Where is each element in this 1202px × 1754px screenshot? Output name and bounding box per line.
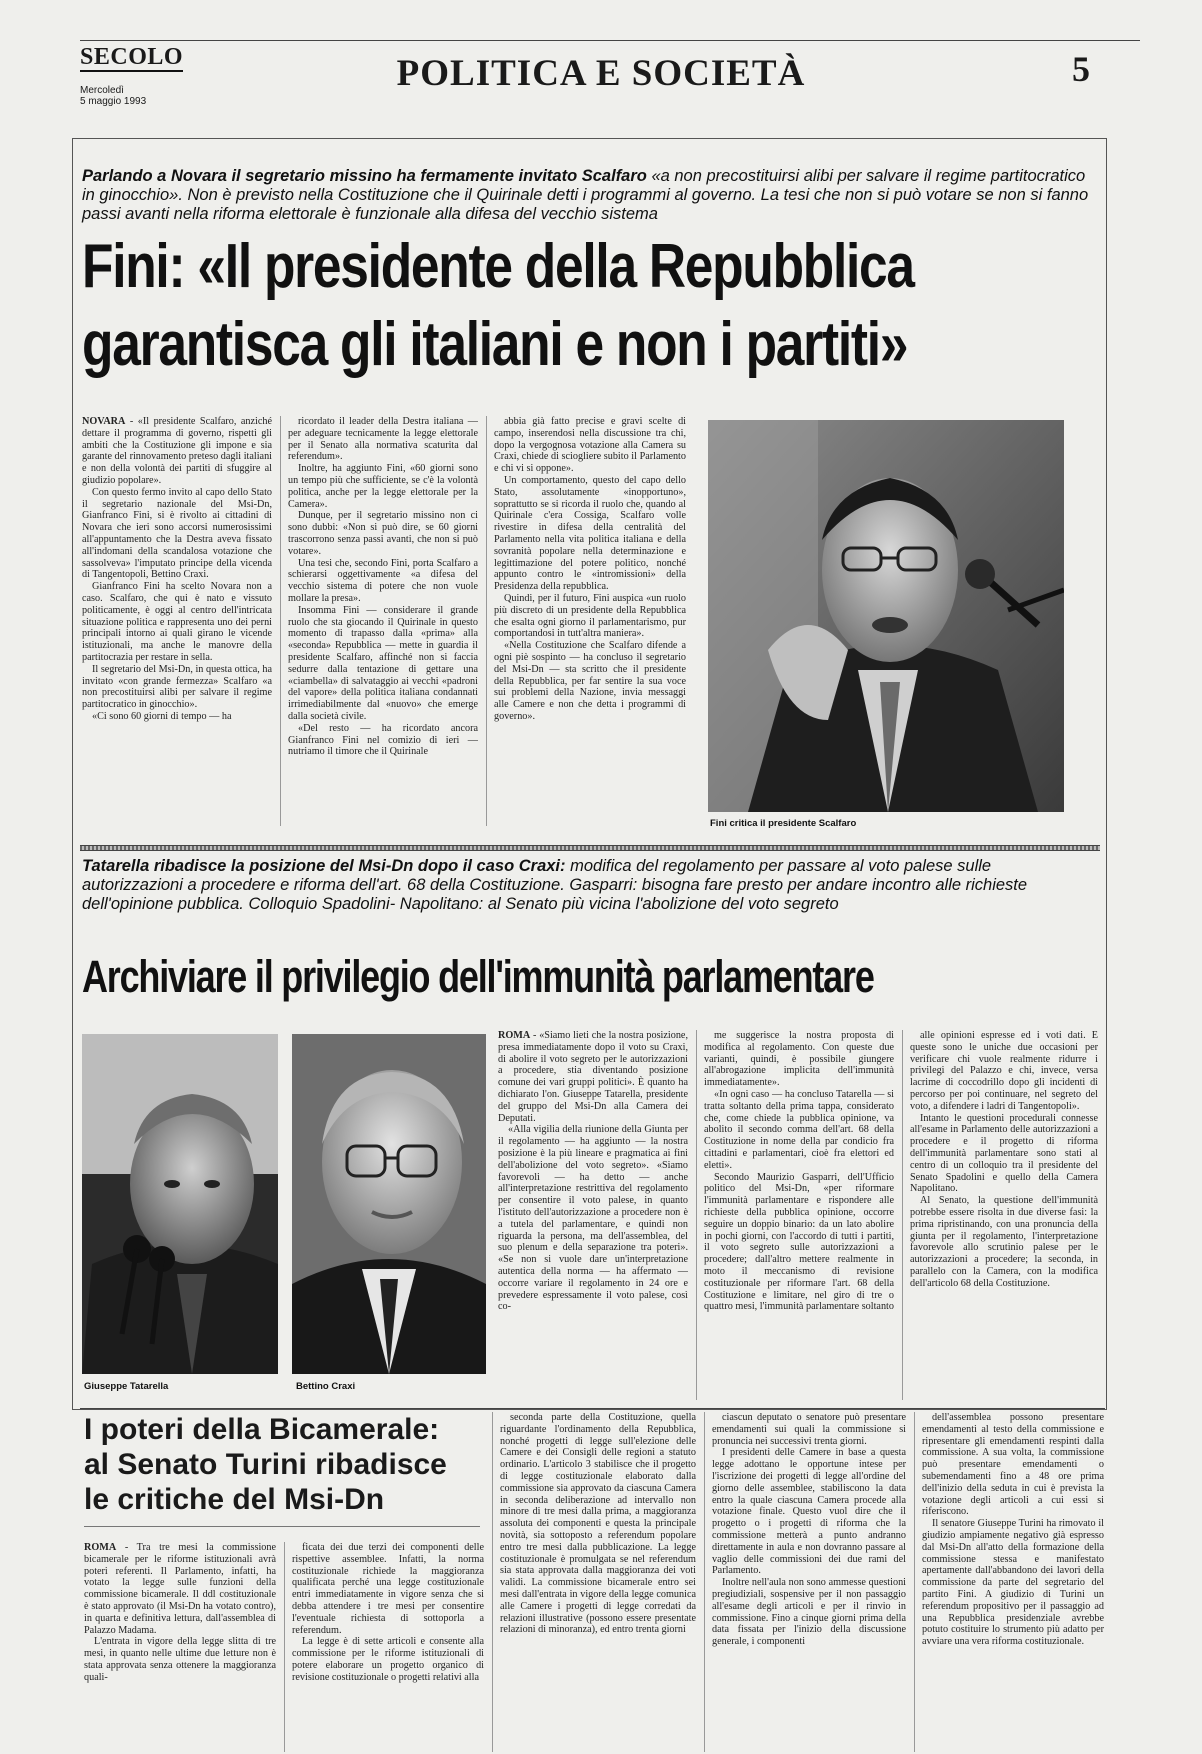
article3-column-5 — [922, 1412, 1104, 1752]
paragraph — [712, 1412, 906, 1447]
paragraph — [704, 1172, 894, 1314]
paragraph-text: Inoltre nell'aula non sono ammesse questioni pregiudiziali, sospensive per il non passaggio all'esame degli articoli e per il rinvio in commissione. Fino a cinque giorni prima della data fissata per l'inizio della discussione generale, i componenti — [712, 1577, 906, 1648]
paragraph — [712, 1577, 906, 1648]
paragraph-text: Il segretario del Msi-Dn, in questa ottica, ha invitato «con grande fermezza» Scalfaro «a non precostituirsi alibi per salvare il regime partitocratico in ginocchio». — [82, 663, 272, 711]
paragraph — [82, 581, 272, 664]
issue-date-value: 5 maggio 1993 — [80, 96, 147, 107]
article3-headline-line1: I poteri della Bicamerale: — [84, 1413, 440, 1446]
article3-headline-rule — [84, 1526, 480, 1527]
article3-headline-line3: le critiche del Msi-Dn — [84, 1483, 385, 1516]
paragraph — [494, 593, 686, 640]
paragraph — [498, 1124, 688, 1313]
paragraph — [704, 1089, 894, 1172]
paragraph-text: Intanto le questioni procedurali connesse all'esame in Parlamento delle autorizzazioni a procedere e il progetto di riforma dell'immunità parlamentare sono stati al centro di un colloquio tra il presidente del Senato Spadolini e quello della Camera Napolitano. — [910, 1112, 1098, 1195]
paragraph — [292, 1636, 484, 1683]
paragraph — [82, 711, 272, 723]
paragraph — [712, 1447, 906, 1577]
paragraph — [82, 487, 272, 581]
article3-column-2 — [292, 1542, 484, 1752]
paragraph — [288, 723, 478, 758]
paragraph-text: - Tra tre mesi la commissione bicamerale per le riforme istituzionali avrà poteri referenti. Il Parlamento, infatti, ha votato la legge sulle funzioni della commissione bicamerale. Il ddl costituzionale è stato approvato (il Msi-Dn ha votato contro), in quarta e definitiva lettura, dall'assemblea di Palazzo Madama. — [84, 1542, 276, 1636]
newspaper-name: SECOLO — [80, 44, 184, 70]
fini-photo — [708, 420, 1064, 812]
article1-kicker — [82, 167, 1092, 224]
article1-column-1 — [82, 416, 272, 826]
paragraph — [288, 416, 478, 463]
paragraph-text: Il senatore Giuseppe Turini ha rimovato il giudizio ampiamente negativo già espresso dal Msi-Dn all'atto della formazione della commissione stessa e manifestato apertamente dall'abbandono dei lavori della commissione da parte del segretario del partito Fini. A giudizio di Turini un referendum propositivo per il passaggio ad una Repubblica presidenziale avrebbe potuto costituire lo strumento più adatto per avviare una vera riforma costituzionale. — [922, 1518, 1104, 1648]
article1-column-2 — [288, 416, 478, 826]
paragraph-text: abbia già fatto precise e gravi scelte di campo, inserendosi nella discussione tra chi, dopo la vergognosa votazione alla Camera su Craxi, chiede di sciogliere subito il Parlamento e chi vi si oppone». — [494, 416, 686, 475]
paragraph — [704, 1030, 894, 1089]
paragraph-text: «Nella Costituzione che Scalfaro difende a ogni piè sospinto — ha concluso il segretario del Msi-Dn — sta scritto che il presidente della Repubblica, per far sentire la sua voce sui problemi della Nazione, invia messaggi alle Camere e non che detta i programmi di governo». — [494, 640, 686, 722]
paragraph — [288, 605, 478, 723]
article1-kicker-bold: Parlando a Novara il segretario missino ha fermamente invitato Scalfaro — [82, 167, 647, 185]
paragraph — [922, 1412, 1104, 1518]
page-number: 5 — [1072, 49, 1090, 89]
column-divider — [902, 1030, 903, 1400]
fini-photo-caption: Fini critica il presidente Scalfaro — [710, 818, 857, 829]
paragraph — [288, 558, 478, 605]
article2-column-2 — [704, 1030, 894, 1400]
column-divider — [486, 416, 487, 826]
article2-column-3 — [910, 1030, 1098, 1400]
paragraph — [82, 416, 272, 487]
paragraph-text: Gianfranco Fini ha scelto Novara non a caso. Scalfaro, che qui è nato e vissuto politicamente, è oggi al centro dell'intricata situazione politica e rappresenta uno dei perni principali intorno ai quali girano le vicende istituzionali, ma anche le manovre della partitocrazia per restare in sella. — [82, 581, 272, 663]
paragraph-text: - «Il presidente Scalfaro, anziché dettare il programma di governo, rispetti gli ambiti che la Costituzione gli impone e sia garante del rinnovamento preteso dagli italiani e non della volontà dei partiti di sfuggire al giudizio popolare». — [82, 416, 272, 486]
paragraph-text: Quindi, per il futuro, Fini auspica «un ruolo più discreto di un presidente della Repubblica che esalta ogni giorno il parlamentarismo, pur comportandosi in tutt'altra maniera». — [494, 592, 686, 640]
paragraph — [498, 1030, 688, 1124]
paragraph-text: me suggerisce la nostra proposta di modifica al regolamento. Con queste due varianti, quindi, è possibile giungere all'abrogazione implicita dell'immunità immediatamente». — [704, 1030, 894, 1089]
paragraph-text: - «Siamo lieti che la nostra posizione, presa immediatamente dopo il voto su Craxi, di abolire il voto segreto per le autorizzazioni a procedere, stia diventando posizione comune dei vari gruppi politici». È quanto ha dichiarato l'on. Giuseppe Tatarella, presidente del gruppo del Msi-Dn alla Camera dei Deputati. — [498, 1030, 688, 1124]
dateline: ROMA — [84, 1542, 117, 1553]
paragraph — [922, 1518, 1104, 1648]
column-divider — [914, 1412, 915, 1752]
dateline: NOVARA — [82, 416, 126, 427]
paragraph-text: «In ogni caso — ha concluso Tatarella — si tratta soltanto della prima tappa, considerato che, come chiede la pubblica opinione, va abolito il secondo comma dell'art. 68 della Costituzione in nome della par condicio fra cittadini e parlamentari, cioè fra elettori ed eletti». — [704, 1088, 894, 1171]
article3-column-4 — [712, 1412, 906, 1752]
paragraph — [494, 416, 686, 475]
paragraph — [288, 510, 478, 557]
dateline: ROMA — [498, 1030, 531, 1041]
paragraph — [84, 1636, 276, 1683]
article2-kicker-bold: Tatarella ribadisce la posizione del Msi-Dn dopo il caso Craxi: — [82, 857, 566, 875]
paragraph-text: «Del resto — ha ricordato ancora Gianfranco Fini nel comizio di ieri — nutriamo il timore che il Quirinale — [288, 722, 478, 758]
column-divider — [492, 1412, 493, 1752]
paragraph-text: L'entrata in vigore della legge slitta di tre mesi, in quanto nelle ultime due letture non è stata approvata senza ottenere la maggioranza quali- — [84, 1636, 276, 1683]
section-separator — [80, 845, 1100, 851]
paragraph — [84, 1542, 276, 1636]
paragraph-text: seconda parte della Costituzione, quella riguardante l'ordinamento della Repubblica, nonché progetti di legge sull'elezione delle Camere e dei Consigli delle regioni a statuto ordinario. L'articolo 3 stabilisce che il progetto di legge costituzionale elaborato dalla commissione sia approvato da ciascuna Camera in seconda deliberazione ad intervallo non minore di tre mesi dalla prima, a maggioranza assoluta dei componenti e questa la principale novità, sia sottoposto a referendum popolare entro tre mesi dalla pubblicazione. La legge costituzionale è promulgata se nel referendum sia stata approvata dalla maggioranza dei voti validi. La commissione bicamerale entro sei mesi dall'entrata in vigore della legge comunica alle Camere i progetti di legge corredati da relazioni illustrative (possono essere presentate relazioni di minoranza), ed entro trenta giorni — [500, 1412, 696, 1636]
column-divider — [280, 416, 281, 826]
tatarella-photo — [82, 1034, 278, 1374]
paragraph-text: Un comportamento, questo del capo dello Stato, assolutamente «inopportuno», soprattutto se si ricorda il ruolo che, quando al Quirinale c'era Cossiga, Scalfaro volle rivestire in difesa della centralità del Parlamento nella vita politica italiana e della sovranità popolare nella determinazione e legittimazione del potere politico, nonché appunto contro le «intromissioni» della Presidenza della repubblica. — [494, 474, 686, 593]
craxi-photo — [292, 1034, 486, 1374]
column-divider — [284, 1542, 285, 1752]
article3-column-3 — [500, 1412, 696, 1752]
paragraph — [494, 475, 686, 593]
paragraph-text: ciascun deputato o senatore può presentare emendamenti sui quali la commissione si pronuncia nei successivi trenta giorni. — [712, 1412, 906, 1447]
article1-column-3 — [494, 416, 686, 826]
paragraph — [500, 1412, 696, 1636]
article2-column-1 — [498, 1030, 688, 1400]
article2-kicker — [82, 857, 1092, 914]
article2-kicker-rest: modifica del regolamento per passare al voto palese sulle autorizzazioni a procedere e riforma dell'art. 68 della Costituzione. Gasparri: bisogna fare presto per andare incontro alle richieste dell'opinione pubblica. Colloquio Spadolini- Napolitano: al Senato più vicina l'abolizione del voto segreto — [82, 857, 1028, 913]
paragraph-text: ricordato il leader della Destra italiana — per adeguare tecnicamente la legge elettorale per il Senato alla normativa scaturita dal referendum». — [288, 416, 478, 463]
issue-weekday: Mercoledì — [80, 85, 124, 96]
paragraph-text: I presidenti delle Camere in base a questa legge adottano le opportune intese per l'iscrizione dei progetti di legge all'ordine del giorno delle assemblee, stabiliscono la data entro la quale ciascuna Camera procede alla votazione finale. Questo vuol dire che il progetto o i progetti di riforma che la commissione metterà a punto andranno direttamente in aula e non dovranno passare al vaglio delle commissioni dei due rami del Parlamento. — [712, 1447, 906, 1577]
paragraph-text: «Alla vigilia della riunione della Giunta per il regolamento — ha aggiunto — la nostra posizione è la più lineare e pragmatica ai fini dell'abolizione del voto segreto». «Siamo favorevoli — ha detto — anche all'interpretazione restrittiva del regolamento per consentire il voto palese, in quanto l'istituto dell'autorizzazione a procedere non è a tutela del parlamentare, e quindi non riguarda la persona, ma dell'assemblea, del suo plenum e della separazione tra poteri». «Se non si vuole dare un'interpretazione autentica della norma — ha affermato — occorre variare il regolamento in 24 ore e prevedere espressamente il voto palese, così co- — [498, 1124, 688, 1313]
tatarella-caption: Giuseppe Tatarella — [84, 1381, 169, 1392]
paragraph — [910, 1113, 1098, 1196]
paragraph — [494, 640, 686, 723]
paragraph-text: Al Senato, la questione dell'immunità potrebbe essere risolta in due diverse fasi: la prima ripristinando, con una pronuncia della giunta per il regolamento, l'interpretazione favorevole allo scrutinio palese per le autorizzazioni a procedere; la seconda, in parallelo con la Camera, con la modifica dell'articolo 68 della Costituzione. — [910, 1195, 1098, 1289]
article3-column-1 — [84, 1542, 276, 1752]
article1-headline-line2: garantisca gli italiani e non i partiti» — [82, 310, 908, 379]
paragraph — [910, 1195, 1098, 1289]
article1-kicker-rest: «a non precostituirsi alibi per salvare il regime partitocratico in ginocchio». Non è previsto nella Costituzione che il Quirinale detti i programmi al governo. La tesi che non si può votare se non si fanno passi avanti nella riforma elettorale è funzionale alla difesa del vecchio sistema — [82, 167, 1089, 223]
article3-headline — [84, 1412, 484, 1517]
paragraph — [910, 1030, 1098, 1113]
paragraph — [82, 664, 272, 711]
paragraph-text: Dunque, per il segretario missino non ci sono dubbi: «Non si può dire, se 60 giorni trascorrono senza passi avanti, che non si può votare». — [288, 510, 478, 557]
bottom-rule — [80, 1408, 1105, 1409]
paragraph-text: Una tesi che, secondo Fini, porta Scalfaro a schierarsi oggettivamente «a difesa del vecchio sistema di potere che non vuole mollare la presa». — [288, 557, 478, 604]
craxi-caption: Bettino Craxi — [296, 1381, 356, 1392]
paragraph — [288, 463, 478, 510]
paragraph-text: Insomma Fini — considerare il grande ruolo che sta giocando il Quirinale in questo momento di trapasso dalla «prima» alla «seconda» Repubblica — mette in guardia il presidente Scalfaro, affinché non si faccia sedurre dalla tentazione di gettare una «ciambella» di salvataggio ai vecchi «padroni del vapore» della politica italiana condannati irrimediabilmente dal «nuovo» che emerge dalla società civile. — [288, 604, 478, 722]
paragraph-text: ficata dei due terzi dei componenti delle rispettive assemblee. Infatti, la norma costituzionale richiede la maggioranza qualificata perché una legge costituzionale entri immediatamente in vigore senza che si debba attendere i tre mesi per consentire l'eventuale richiesta di sottoporla a referendum. — [292, 1542, 484, 1636]
paragraph-text: dell'assemblea possono presentare emendamenti al testo della commissione e ripresentare gli emendamenti respinti dalla commissione. A sua volta, la commissione può presentare emendamenti o subemendamenti fino a 48 ore prima dell'inizio della seduta in cui è prevista la votazione degli articoli a cui essi si riferiscono. — [922, 1412, 1104, 1518]
paragraph-text: Inoltre, ha aggiunto Fini, «60 giorni sono un tempo più che sufficiente, se c'è la volontà politica, anche per la legge elettorale per la Camera». — [288, 463, 478, 510]
section-title: POLITICA E SOCIETÀ — [396, 53, 806, 94]
paragraph-text: alle opinioni espresse ed i voti dati. E queste sono le uniche due occasioni per verificare chi vuole realmente ridurre i privilegi del Palazzo e chi, invece, versa lacrime di coccodrillo dopo gli incidenti di percorso per poi continuare, nel segreto del voto, a difendere i ladri di Tangentopoli». — [910, 1030, 1098, 1112]
article2-headline: Archiviare il privilegio dell'immunità parlamentare — [82, 951, 874, 1002]
paragraph-text: Secondo Maurizio Gasparri, dell'Ufficio politico del Msi-Dn, «per riformare l'immunità parlamentare e rispondere alle richieste della pubblica opinione, occorre seguire un doppio binario: da un lato abolire in pochi giorni, con l'accordo di tutti i partiti, il voto segreto sulle autorizzazioni a procedere; dall'altro mettere realmente in moto il meccanismo di revisione costituzionale per riformare l'art. 68 della Costituzione e limitare, nel giro di tre o quattro mesi, l'immunità parlamentare soltanto — [704, 1171, 894, 1313]
paragraph-text: La legge è di sette articoli e consente alla commissione per le riforme istituzionali di potere elaborare un progetto organico di revisione costituzionale o progetti relativi alla — [292, 1636, 484, 1683]
paragraph-text: «Ci sono 60 giorni di tempo — ha — [92, 710, 232, 722]
paragraph — [292, 1542, 484, 1636]
column-divider — [704, 1412, 705, 1752]
article1-headline-line1: Fini: «Il presidente della Repubblica — [82, 232, 914, 301]
article3-headline-line2: al Senato Turini ribadisce — [84, 1448, 447, 1481]
paragraph-text: Con questo fermo invito al capo dello Stato il segretario nazionale del Msi-Dn, Gianfranco Fini, si è rivolto ai cittadini di Novara che ieri sono accorsi numerosissimi all'appuntamento che la Destra aveva fissato all'indomani della scandalosa votazione che sassolveva» l'imputato principe della vicenda di Tangentopoli, Bettino Craxi. — [82, 486, 272, 581]
column-divider — [696, 1030, 697, 1400]
top-rule — [80, 40, 1140, 41]
